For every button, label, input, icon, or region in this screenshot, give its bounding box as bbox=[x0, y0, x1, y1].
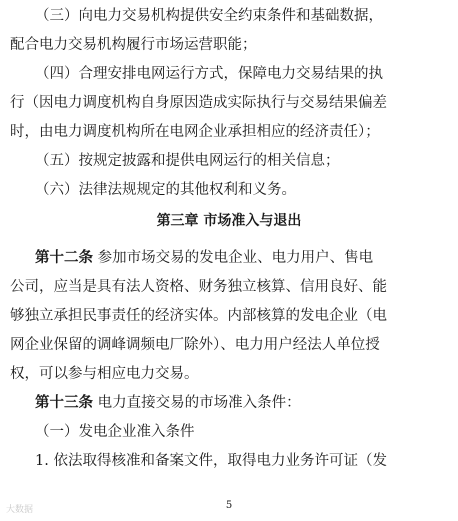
text-line: 够独立承担民事责任的经济实体。内部核算的发电企业（电 bbox=[10, 308, 387, 324]
text-line: 权，可以参与相应电力交易。 bbox=[10, 366, 199, 382]
text-line: （三）向电力交易机构提供安全约束条件和基础数据， bbox=[35, 8, 383, 24]
article-13-label: 第十三条 bbox=[35, 394, 93, 411]
text-line: 网企业保留的调峰调频电厂除外）、电力用户经法人单位授 bbox=[10, 337, 380, 353]
text-line: 配合电力交易机构履行市场运营职能； bbox=[10, 37, 257, 53]
chapter-title: 第三章 市场准入与退出 bbox=[156, 213, 302, 229]
text-line: （四）合理安排电网运行方式，保障电力交易结果的执 bbox=[35, 66, 383, 82]
article-12-first-line bbox=[35, 248, 450, 268]
article-12-label: 第十二条 bbox=[35, 249, 93, 266]
page-number: 5 bbox=[225, 500, 233, 511]
text-line: 公司，应当是具有法人资格、财务独立核算、信用良好、能 bbox=[10, 279, 387, 295]
subsection-heading: （一）发电企业准入条件 bbox=[35, 424, 195, 440]
text-line: （六）法律法规规定的其他权利和义务。 bbox=[35, 182, 296, 198]
article-13-line bbox=[35, 393, 450, 413]
article-13-text: 电力直接交易的市场准入条件： bbox=[97, 395, 301, 411]
text-line: （五）按规定披露和提供电网运行的相关信息； bbox=[35, 153, 340, 169]
text-line: 时，由电力调度机构所在电网企业承担相应的经济责任）； bbox=[10, 124, 380, 140]
watermark: 大数据 bbox=[6, 505, 34, 515]
text-line: 行（因电力调度机构自身原因造成实际执行与交易结果偏差 bbox=[10, 95, 387, 111]
list-item: 1. 依法取得核准和备案文件，取得电力业务许可证（发 bbox=[35, 453, 387, 469]
article-12-text: 参加市场交易的发电企业、电力用户、售电 bbox=[97, 250, 374, 266]
